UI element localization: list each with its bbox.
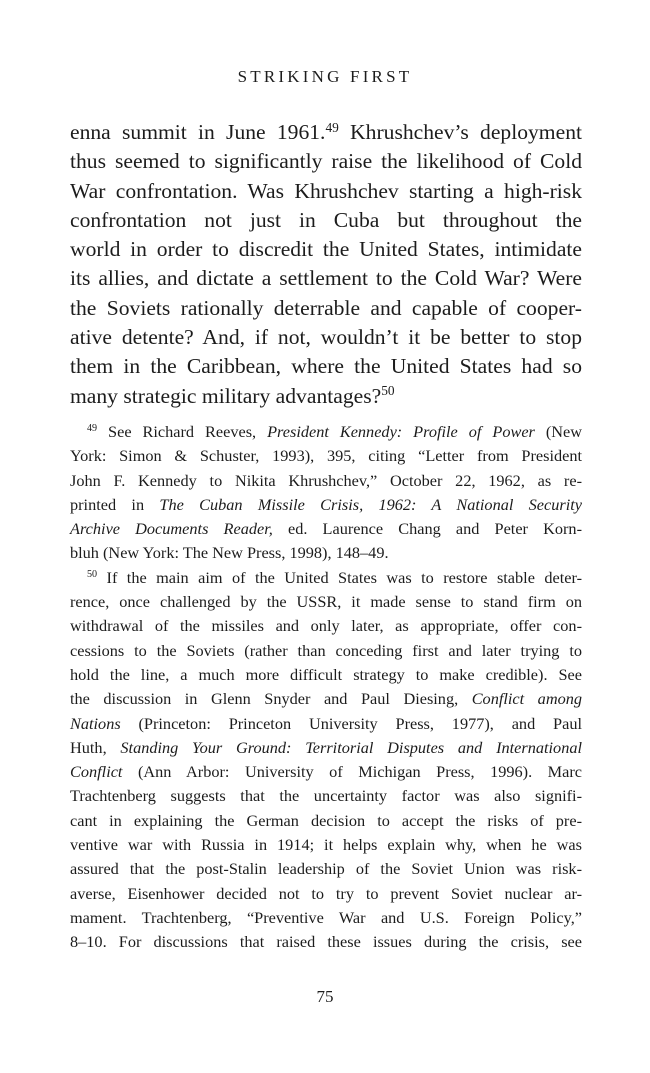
text-run: the discussion in Glenn Snyder and Paul Diesing, xyxy=(70,689,472,709)
text-run: cant in explaining the German decision to accept the risks of pre- xyxy=(70,810,582,830)
text-run: (Ann Arbor: University of Michigan Press, 1996). Marc xyxy=(122,762,582,782)
text-run: York: Simon & Schuster, 1993), 395, citing “Letter from President xyxy=(70,446,582,466)
body-line xyxy=(70,235,582,264)
text-run: ative detente? And, if not, wouldn’t it be better to stop xyxy=(70,325,582,350)
footnote-line xyxy=(70,420,582,444)
text-run: 8–10. For discussions that raised these issues during the crisis, see xyxy=(70,932,582,952)
text-run: Huth, xyxy=(70,737,121,757)
text-run: John F. Kennedy to Nikita Khrushchev,” October 22, 1962, as re- xyxy=(70,470,582,490)
note-reference: 49 xyxy=(325,119,339,135)
footnote-line xyxy=(70,469,582,493)
text-run: withdrawal of the missiles and only later, as appropriate, offer con- xyxy=(70,616,582,636)
text-run: rence, once challenged by the USSR, it made sense to stand firm on xyxy=(70,592,582,612)
text-run: cessions to the Soviets (rather than conceding first and later trying to xyxy=(70,640,582,660)
footnote-line xyxy=(70,663,582,687)
italic-title: Conflict among xyxy=(471,689,582,709)
italic-title: The Cuban Missile Crisis, 1962: A National Security xyxy=(159,494,583,514)
footnote-line xyxy=(70,566,582,590)
text-run: See Richard Reeves, xyxy=(97,422,268,441)
text-run: confrontation not just in Cuba but throughout the xyxy=(70,207,582,232)
text-run: Trachtenberg suggests that the uncertainty factor was also signifi- xyxy=(70,786,582,806)
text-run: If the main aim of the United States was to restore stable deter- xyxy=(97,567,582,587)
footnote-line xyxy=(70,906,582,930)
footnote-line xyxy=(70,444,582,468)
note-reference: 50 xyxy=(381,383,395,399)
footnote-line xyxy=(70,930,582,954)
text-run: bluh (New York: The New Press, 1998), 148–49. xyxy=(70,543,389,563)
body-line xyxy=(70,177,582,206)
footnote-line xyxy=(70,809,582,833)
italic-title: Archive Documents Reader, xyxy=(70,519,273,539)
body-line xyxy=(70,206,582,235)
footnote-line xyxy=(70,590,582,614)
text-run: ventive war with Russia in 1914; it helps explain why, when he was xyxy=(70,835,582,855)
text-run: (Princeton: Princeton University Press, 1977), and Paul xyxy=(120,713,582,733)
italic-title: Nations xyxy=(70,713,121,733)
text-run: (New xyxy=(534,422,583,441)
body-line xyxy=(70,294,582,323)
footnote-49 xyxy=(70,420,582,566)
italic-title: Standing Your Ground: Territorial Disputes and International xyxy=(120,737,583,757)
text-run: mament. Trachtenberg, “Preventive War and U.S. Foreign Policy,” xyxy=(70,907,582,927)
footnote-line xyxy=(70,687,582,711)
page-number: 75 xyxy=(316,987,334,1006)
footnote-line xyxy=(70,493,582,517)
italic-title: President Kennedy: Profile of Power xyxy=(267,422,535,441)
text-run: War confrontation. Was Khrushchev starting a high-risk xyxy=(70,178,582,203)
italic-title: Conflict xyxy=(70,762,123,782)
text-run: hold the line, a much more difficult strategy to make credible). See xyxy=(70,664,582,684)
footnote-line xyxy=(70,541,582,565)
text-run: world in order to discredit the United States, intimidate xyxy=(70,237,582,262)
note-reference: 49 xyxy=(87,423,98,435)
footnote-line xyxy=(70,882,582,906)
body-line xyxy=(70,323,582,352)
body-line xyxy=(70,118,582,147)
text-run: many strategic military advantages? xyxy=(70,383,382,408)
footnote-line xyxy=(70,614,582,638)
text-run: them in the Caribbean, where the United States had so xyxy=(70,354,582,379)
text-run: printed in xyxy=(70,494,160,514)
footnote-line xyxy=(70,517,582,541)
note-reference: 50 xyxy=(87,569,98,581)
footnote-line xyxy=(70,857,582,881)
footnote-line xyxy=(70,712,582,736)
footnote-50 xyxy=(70,566,582,955)
footnotes xyxy=(70,420,582,955)
text-run: enna summit in June 1961. xyxy=(70,120,326,144)
text-run: the Soviets rationally deterrable and capable of cooper- xyxy=(70,295,582,320)
text-run: its allies, and dictate a settlement to the Cold War? Were xyxy=(70,266,582,291)
footnote-line xyxy=(70,639,582,663)
text-run: thus seemed to significantly raise the likelihood of Cold xyxy=(70,149,582,174)
footnote-line xyxy=(70,833,582,857)
footnote-line xyxy=(70,736,582,760)
text-run: assured that the post-Stalin leadership of the Soviet Union was risk- xyxy=(70,859,582,879)
text-run: averse, Eisenhower decided not to try to prevent Soviet nuclear ar- xyxy=(70,883,582,903)
body-text xyxy=(70,118,582,411)
text-run: ed. Laurence Chang and Peter Korn- xyxy=(272,519,582,539)
footnote-line xyxy=(70,784,582,808)
text-run: Khrushchev’s deployment xyxy=(338,120,582,144)
body-line xyxy=(70,382,582,411)
body-line xyxy=(70,147,582,176)
footnote-line xyxy=(70,760,582,784)
running-head: STRIKING FIRST xyxy=(237,67,413,86)
body-line xyxy=(70,264,582,293)
body-line xyxy=(70,352,582,381)
